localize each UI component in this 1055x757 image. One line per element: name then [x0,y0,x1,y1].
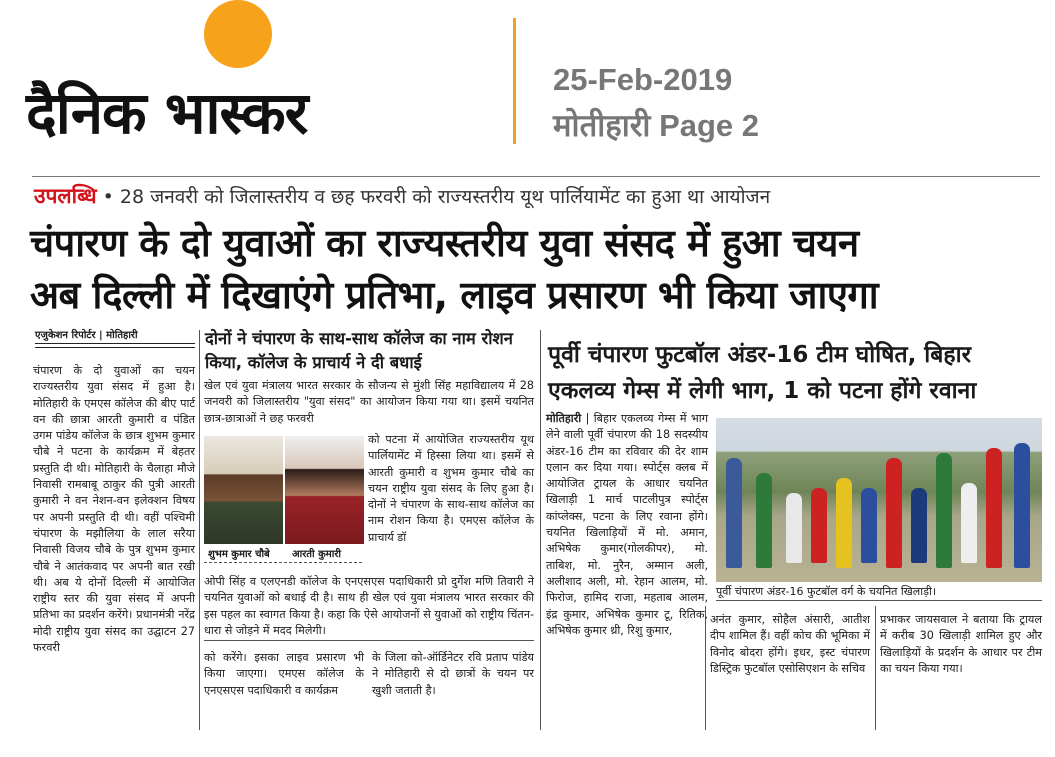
player-figure [961,483,977,563]
column-1-body: चंपारण के दो युवाओं का चयन राज्यस्तरीय युवा संसद में हुआ है। मोतिहारी के एमएस कॉलेज की बीए पार्ट वन की छात्रा आरती कुमारी व पंडित उगम पांडेय कॉलेज के छात्र शुभम कुमार चौबे ने पटना के कार्यक्रम में बेहतर प्रस्तुति दी थी। मोतिहारी के चैलाहा मौजे निवासी रामबाबू ठाकुर की पुत्री आरती कुमारी ने वन नेशन-वन इलेक्शन विषय पर अपनी प्रस्तुति दी थी। वहीं पश्चिमी चंपारण के मझौलिया के लाल सरैया निवासी विजय चौबे के पुत्र शुभम कुमार चौबे ने आतंकवाद पर अपनी बात रखी थी। अब ये दोनों दिल्ली में आयोजित राष्ट्रीय स्तर की युवा संसद में अपनी प्रतिभा का प्रदर्शन करेंगे। प्रधानमंत्री नरेंद्र मोदी राष्ट्रीय युवा संसद का उद्घाटन 27 फरवरी [33,364,195,655]
player-figure [756,473,772,568]
football-story-body-a [546,411,708,639]
player-figure [986,448,1002,568]
portrait-photo-shubham [204,436,283,544]
kicker [34,180,770,213]
column-2-subhead: दोनों ने चंपारण के साथ-साथ कॉलेज का नाम रोशन किया, कॉलेज के प्राचार्य ने दी बधाई [205,329,513,372]
player-figure [811,488,827,563]
column-divider [875,606,876,730]
photo-caption-right: आरती कुमारी [292,549,342,560]
player-figure [1014,443,1030,568]
player-figure [861,488,877,563]
football-story-body-b: अनंत कुमार, सोहैल अंसारी, आतीश दीप शामिल हैं। वहीं कोच की भूमिका में विनोद बोदरा होंगे। इधर, इस्ट चंपारण डिस्ट्रिक फुटबॉल एसोसिएशन के सचिव [710,613,870,675]
photo-caption-left: शुभम कुमार चौबे [208,549,270,560]
football-story-text: | बिहार एकलव्य गेम्स में भाग लेने वाली पूर्वी चंपारण की 18 सदस्यीय अंडर-16 टीम का रविवार की देर शाम एलान कर दिया गया। स्पोर्ट्स क्लब में आयोजित ट्रायल के आधार चयनित खिलाड़ी 1 मार्च पाटलीपुत्र स्पोर्ट्स कांप्लेक्स, पटना के लिए रवाना होंगे। चयनित खिलाड़ियों में मो. अमान, अभिषेक कुमार(गोलकीपर), मो. ताबिश, मो. नुरैन, अम्मान अली, अलीशाद अली, मो. रेहान आलम, मो. फिरोज, हामिद राजा, महताब आलम, इंद्र कुमार, अभिषेक कुमार टू, रितिक, अभिषेक कुमार थ्री, रिशु कुमार, [546,412,708,637]
football-story-body-c: प्रभाकर जायसवाल ने बताया कि ट्रायल में करीब 30 खिलाड़ी शामिल हुए और खिलाड़ियों के प्रदर्शन के आधार पर टीम का चयन किया गया। [880,613,1042,675]
column-divider [199,330,200,730]
headline-line-1: चंपारण के दो युवाओं का राज्यस्तरीय युवा संसद में हुआ चयन [30,221,859,265]
kicker-text: • 28 जनवरी को जिलास्तरीय व छह फरवरी को राज्यस्तरीय यूथ पार्लियामेंट का हुआ था आयोजन [102,186,771,208]
player-figure [936,453,952,568]
team-photo-caption: पूर्वी चंपारण अंडर-16 फुटबॉल वर्ग के चयनित खिलाड़ी। [716,585,936,598]
player-figure [836,478,852,568]
player-figure [886,458,902,568]
player-figure [726,458,742,568]
column-divider [540,330,541,730]
portrait-photo-aarti [285,436,364,544]
byline: एजुकेशन रिपोर्टर | मोतिहारी [35,327,195,344]
masthead-divider [513,18,516,144]
issue-date: 25-Feb-2019 [553,62,733,97]
player-figure [786,493,802,563]
dateline: मोतिहारी [546,412,582,425]
caption-rule [716,600,1042,601]
kicker-label: उपलब्धि [34,184,97,208]
player-figure [911,488,927,563]
column-2-body-bottom: ओपी सिंह व एलएनडी कॉलेज के एनएसएस पदाधिकारी प्रो दुर्गेश मणि तिवारी ने चयनित युवाओं को बधाई दी है। साथ ही खेल एवं युवा मंत्रालय भारत सरकार की इस पहल का स्वागत किया है। कहा कि ऐसे आयोजनों से युवाओं को राष्ट्रीय चिंतन-धारा से जोड़ने में मदद मिलेगी। [204,575,534,637]
column-2-foot-left: को करेंगे। इसका लाइव प्रसारण भी किया जाएगा। एमएस कॉलेज के एनएसएस पदाधिकारी व कार्यक्रम [204,651,364,697]
column-2-body-top: खेल एवं युवा मंत्रालय भारत सरकार के सौजन्य से मुंशी सिंह महाविद्यालय में 28 जनवरी को जिलास्तरीय "युवा संसद" का आयोजन किया गया था। इसमें चयनित छात्र-छात्राओं ने छह फरवरी [204,379,534,425]
column-2-foot-right: के जिला को-ऑर्डिनेटर रवि प्रताप पांडेय ने मोतिहारी से दो छात्रों के चयन पर खुशी जताती है। [372,651,534,697]
team-photo [716,418,1042,582]
sun-logo-icon [190,0,286,72]
column-2-body-side: को पटना में आयोजित राज्यस्तरीय यूथ पार्लियामेंट में हिस्सा लिया था। इसमें से आरती कुमारी व शुभम कुमार चौबे का चयन राष्ट्रीय युवा संसद के लिए हुआ है। दोनों ने चंपारण के साथ-साथ कॉलेज का नाम रोशन किया है। एमएस कॉलेज के प्राचार्य डॉ [368,433,534,544]
section-rule [204,640,534,641]
headline-line-2: अब दिल्ली में दिखाएंगे प्रतिभा, लाइव प्रसारण भी किया जाएगा [30,273,879,317]
top-rule [32,176,1040,177]
newspaper-logo: दैनिक भास्कर [26,79,308,147]
caption-rule [204,562,362,564]
football-story-headline: पूर्वी चंपारण फुटबॉल अंडर-16 टीम घोषित, बिहार एकलव्य गेम्स में लेगी भाग, 1 को पटना होंगे रवाना [548,342,977,404]
byline-rule [35,347,195,348]
edition-page: मोतीहारी Page 2 [553,108,760,143]
